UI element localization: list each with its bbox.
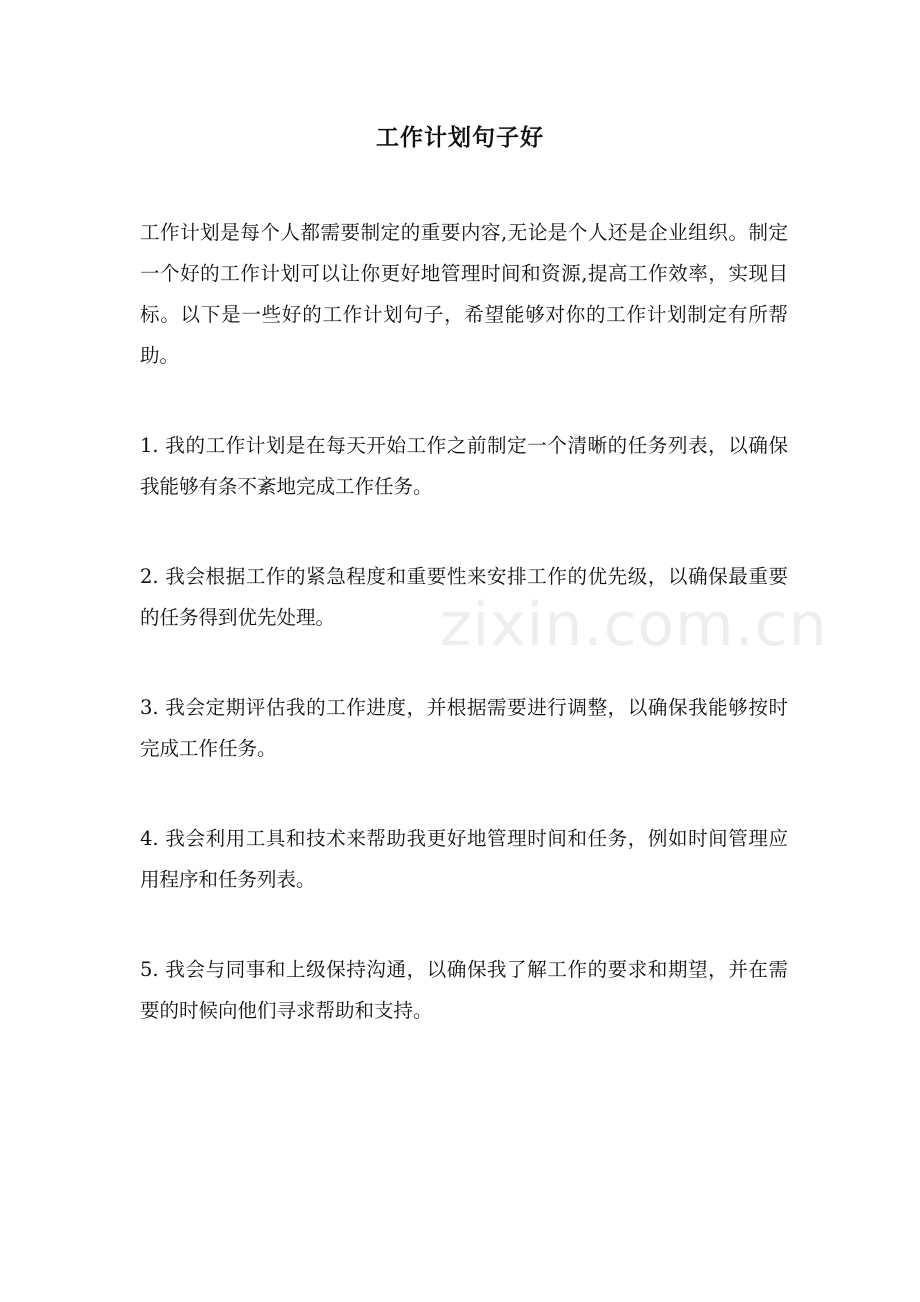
- list-item-2: 2. 我会根据工作的紧急程度和重要性来安排工作的优先级，以确保最重要的任务得到优先处理。: [140, 565, 788, 629]
- document-title: 工作计划句子好: [376, 124, 544, 151]
- intro-paragraph: 工作计划是每个人都需要制定的重要内容,无论是个人还是企业组织。制定一个好的工作计划可以让你更好地管理时间和资源,提高工作效率，实现目标。以下是一些好的工作计划句子，希望能够对你的工作计划制定有所帮助。: [140, 221, 788, 367]
- list-item-4: 4. 我会利用工具和技术来帮助我更好地管理时间和任务，例如时间管理应用程序和任务列表。: [140, 827, 788, 891]
- list-item-5: 5. 我会与同事和上级保持沟通，以确保我了解工作的要求和期望，并在需要的时候向他们寻求帮助和支持。: [140, 958, 788, 1022]
- list-item-3: 3. 我会定期评估我的工作进度，并根据需要进行调整，以确保我能够按时完成工作任务。: [140, 696, 788, 760]
- document-body: [140, 212, 788, 1080]
- list-item-1: 1. 我的工作计划是在每天开始工作之前制定一个清晰的任务列表，以确保我能够有条不紊地完成工作任务。: [140, 434, 788, 498]
- watermark: zixin.com.cn: [440, 590, 828, 660]
